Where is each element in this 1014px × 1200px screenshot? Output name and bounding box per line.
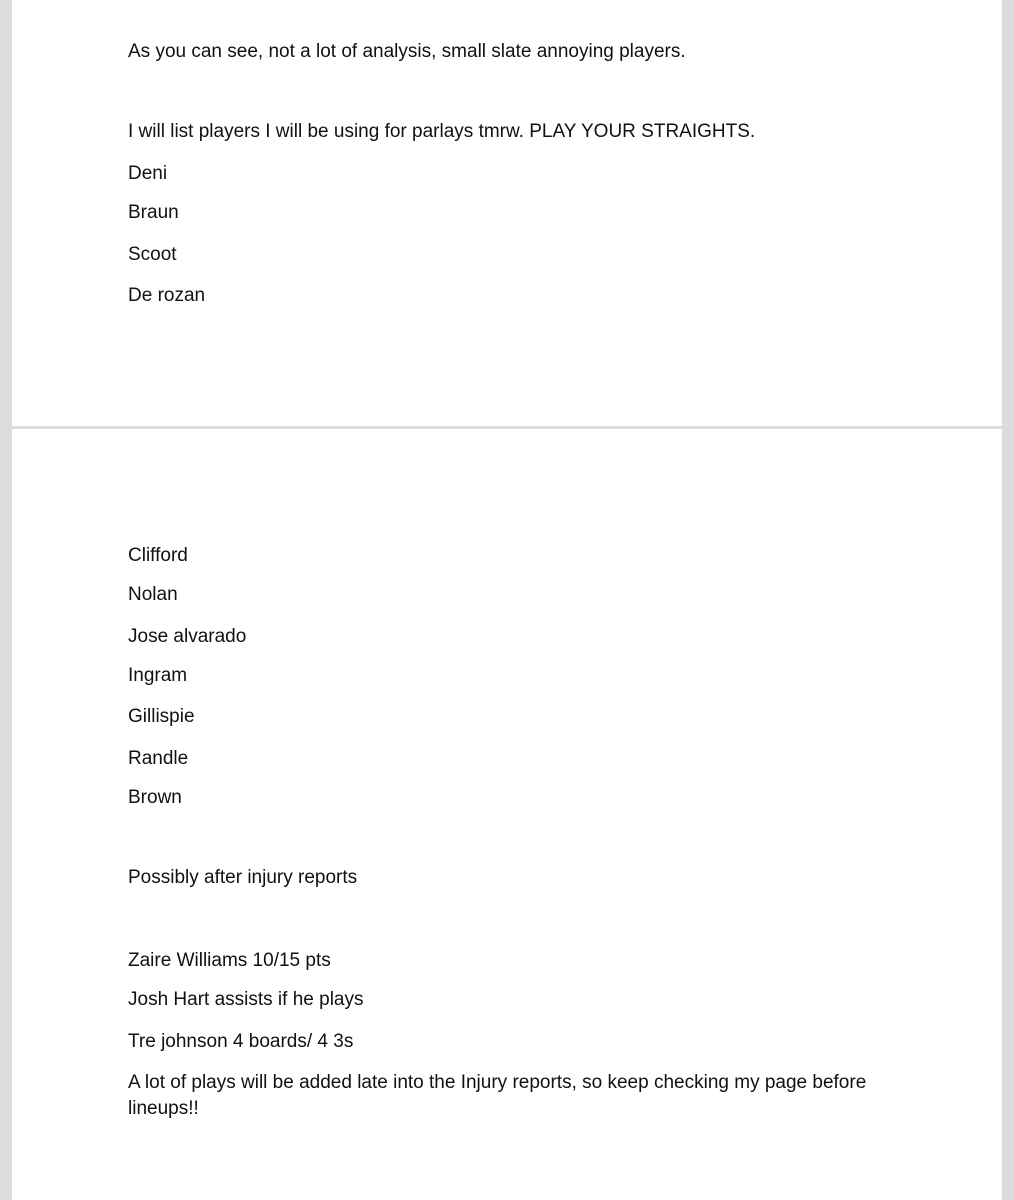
player-item: Ingram [128, 665, 188, 686]
closing-note: A lot of plays will be added late into the Injury reports, so keep checking my page before lineups!! [128, 1072, 867, 1119]
intro-text: As you can see, not a lot of analysis, small slate annoying players. [128, 41, 686, 62]
possible-play-item: Josh Hart assists if he plays [128, 989, 364, 1010]
document-page-1 [12, 0, 1002, 426]
possibly-heading: Possibly after injury reports [128, 867, 358, 888]
document-page-2 [12, 429, 1002, 1200]
player-item: Deni [128, 163, 168, 184]
player-item: Randle [128, 748, 189, 769]
player-item: Braun [128, 202, 179, 223]
player-item: De rozan [128, 285, 206, 306]
player-item: Gillispie [128, 706, 195, 727]
player-item: Scoot [128, 244, 177, 265]
possible-play-item: Zaire Williams 10/15 pts [128, 950, 331, 971]
player-item: Brown [128, 787, 182, 808]
player-item: Nolan [128, 584, 178, 605]
list-heading: I will list players I will be using for parlays tmrw. PLAY YOUR STRAIGHTS. [128, 121, 756, 142]
player-item: Jose alvarado [128, 626, 247, 647]
possible-play-item: Tre johnson 4 boards/ 4 3s [128, 1031, 354, 1052]
player-item: Clifford [128, 545, 188, 566]
